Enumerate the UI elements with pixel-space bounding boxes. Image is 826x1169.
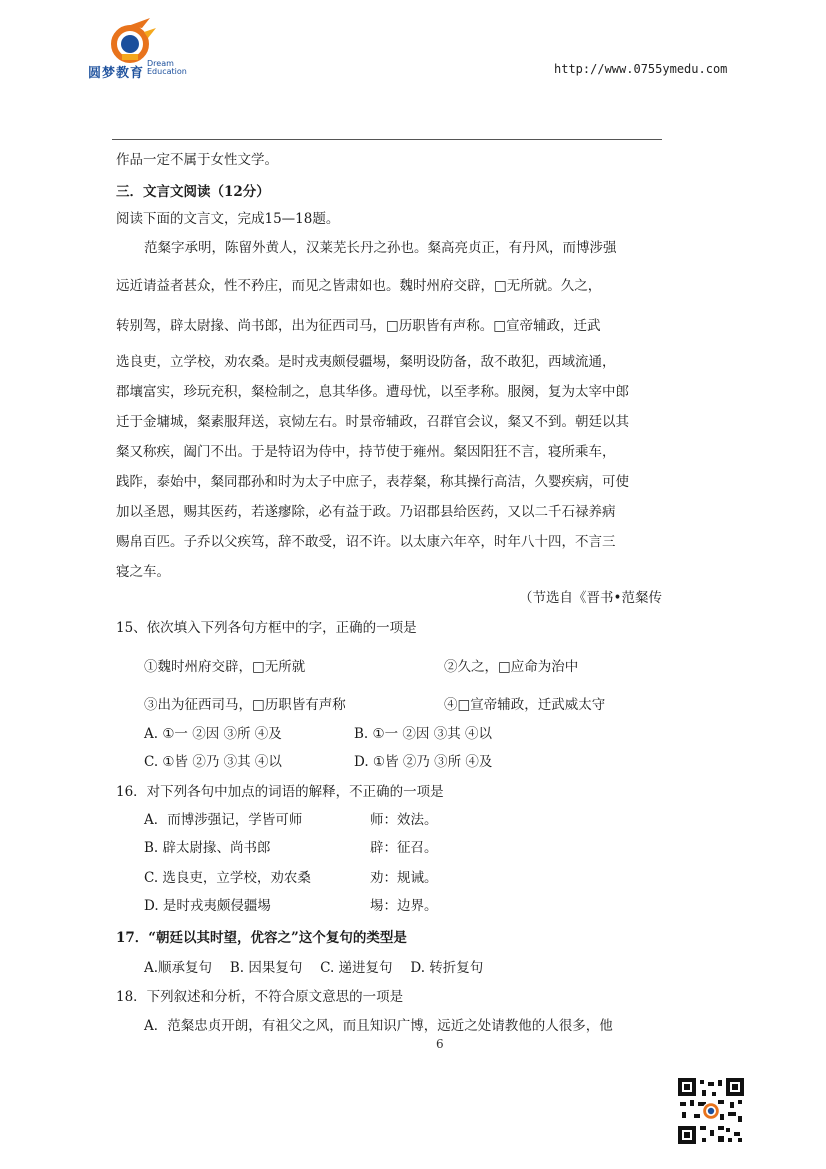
q15-sentence-3: ③出为征西司马，□历职皆有声称 (144, 697, 346, 713)
q16-option-a: A．而博涉强记，学皆可师 (144, 812, 303, 828)
passage-line: 赐帛百匹。子乔以父疾笃，辞不敢受，诏不许。以太康六年卒，时年八十四，不言三 (116, 534, 616, 550)
q17-stem: 17．“朝廷以其时望，优容之”这个复句的类型是 (116, 930, 407, 946)
q16-option-c: C. 选良吏，立学校，劝农桑 (144, 870, 311, 886)
passage-line: 郡壤富实，珍玩充积，粲检制之，息其华侈。遭母忧，以至孝称。服阕，复为太宰中郎 (116, 384, 629, 400)
logo-chinese-text: 圆梦教育 (88, 66, 145, 81)
q15-option-c: C. ①皆 ②乃 ③其 ④以 (144, 754, 282, 770)
passage-line: 选良吏，立学校，劝农桑。是时戎夷颇侵疆埸，粲明设防备，敌不敢犯，西域流通， (116, 354, 616, 370)
q15-stem: 15、依次填入下列各句方框中的字，正确的一项是 (116, 620, 417, 636)
q16-option-d-explanation: 埸：边界。 (370, 898, 438, 914)
q15-sentence-1: ①魏时州府交辟，□无所就 (144, 659, 306, 675)
q15-option-b: B. ①一 ②因 ③其 ④以 (354, 726, 492, 742)
q15-sentence-4: ④□宣帝辅政，迁武威太守 (444, 697, 606, 713)
q16-option-a-explanation: 师：效法。 (370, 812, 438, 828)
header-url[interactable]: http://www.0755ymedu.com (554, 62, 728, 76)
section-title: 三．文言文阅读（12分） (116, 184, 270, 200)
passage-line: 粲又称疾，阖门不出。于是特诏为侍中，持节使于雍州。粲因阳狂不言，寝所乘车， (116, 444, 616, 460)
q15-option-d: D. ①皆 ②乃 ③所 ④及 (354, 754, 493, 770)
page-content (116, 144, 662, 1034)
q18-option-a: A．范粲忠贞开朗，有祖父之风，而且知识广博，远近之处请教他的人很多，他 (144, 1018, 613, 1034)
q16-option-b: B. 辟太尉掾、尚书郎 (144, 840, 271, 856)
q16-option-c-explanation: 劝：规诫。 (370, 870, 438, 886)
q15-sentence-2: ②久之，□应命为治中 (444, 659, 579, 675)
q16-option-b-explanation: 辟：征召。 (370, 840, 438, 856)
passage-line: 践阼，泰始中，粲同郡孙和时为太子中庶子，表荐粲，称其操行高洁，久婴疾病，可使 (116, 474, 629, 490)
q17-options: A.顺承复句 B. 因果复句 C. 递进复句 D. 转折复句 (144, 960, 484, 976)
passage-line: 寝之车。 (116, 564, 170, 580)
q16-stem: 16．对下列各句中加点的词语的解释，不正确的一项是 (116, 784, 444, 800)
q18-stem: 18．下列叙述和分析，不符合原文意思的一项是 (116, 989, 404, 1005)
passage-line: 转别驾，辟太尉掾、尚书郎，出为征西司马，□历职皆有声称。□宣帝辅政，迁武 (116, 318, 601, 334)
header-divider (112, 139, 662, 140)
prev-line: 作品一定不属于女性文学。 (116, 152, 278, 168)
instruction: 阅读下面的文言文，完成15—18题。 (116, 211, 340, 227)
passage-line: 迁于金墉城，粲素服拜送，哀恸左右。时景帝辅政，召群官会议，粲又不到。朝廷以其 (116, 414, 629, 430)
qr-code-icon (678, 1078, 744, 1144)
source-note: （节选自《晋书•范粲传 (519, 590, 662, 606)
logo-english-text: Dream Education (147, 59, 187, 76)
page-number: 6 (436, 1037, 444, 1051)
passage-line: 加以圣恩，赐其医药，若遂瘳除，必有益于政。乃诏郡县给医药，又以二千石禄养病 (116, 504, 616, 520)
passage-line: 远近请益者甚众，性不矜庄，而见之皆肃如也。魏时州府交辟，□无所就。久之， (116, 278, 602, 294)
passage-line: 范粲字承明，陈留外黄人，汉莱芜长丹之孙也。粲高亮贞正，有丹风，而博涉强 (144, 240, 617, 256)
q15-option-a: A. ①一 ②因 ③所 ④及 (144, 726, 282, 742)
q16-option-d: D. 是时戎夷颇侵疆埸 (144, 898, 271, 914)
